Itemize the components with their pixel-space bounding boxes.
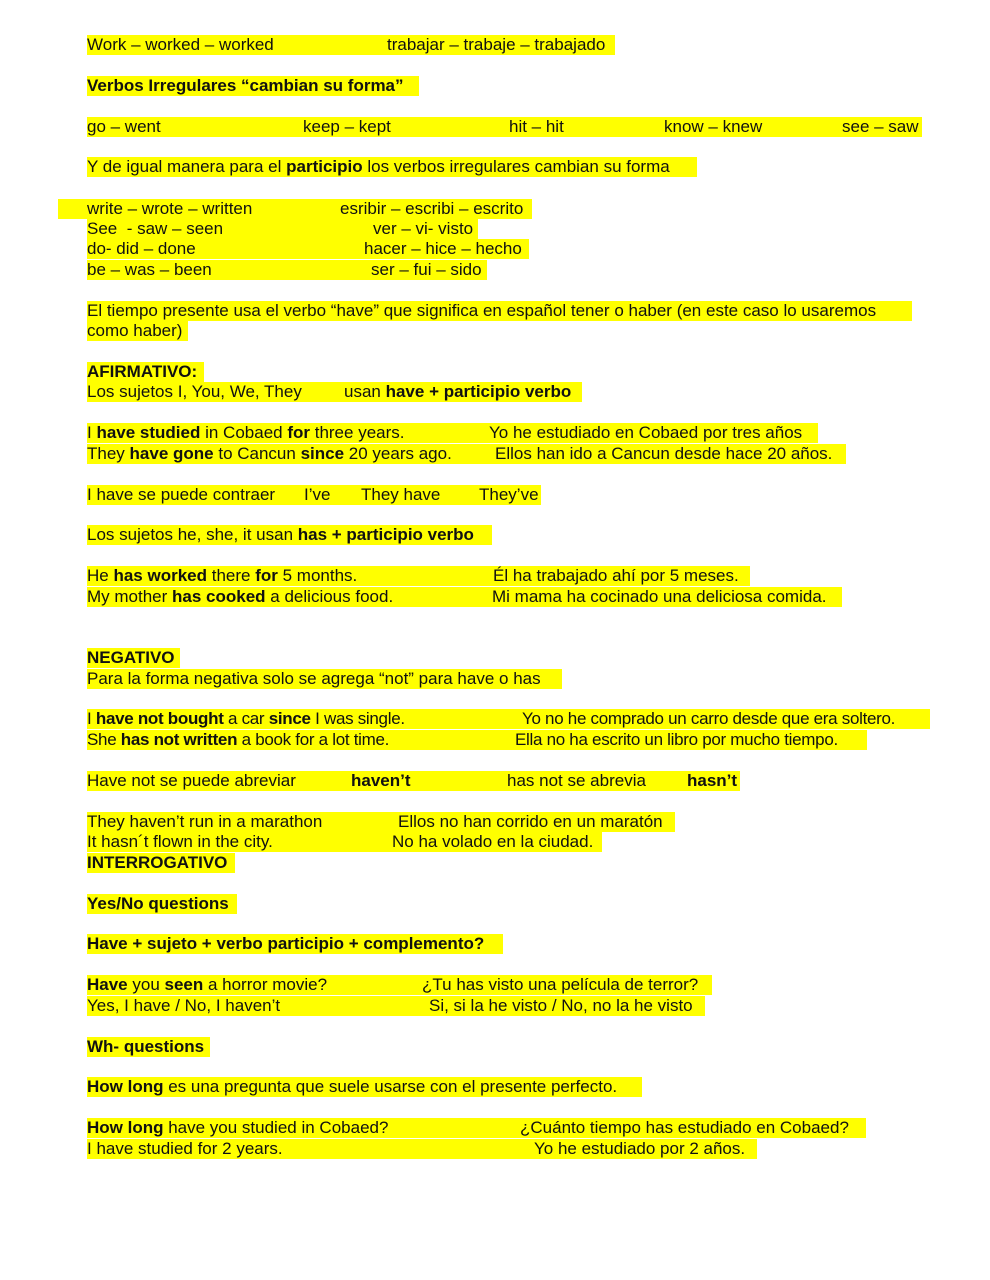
spanish-translation: Si, si la he visto / No, no la he visto xyxy=(429,996,693,1015)
example-sentence xyxy=(87,812,675,832)
spanish-translation: Ella no ha escrito un libro por mucho tiempo. xyxy=(515,730,838,749)
rule-formula: usan have + participio verbo xyxy=(344,382,572,401)
english-forms: write – wrote – written xyxy=(87,199,253,218)
example-sentence xyxy=(87,423,818,443)
english-forms: do- did – done xyxy=(87,239,196,258)
participle-example xyxy=(87,239,529,259)
wh-questions-heading xyxy=(87,1037,210,1057)
example-sentence xyxy=(87,709,930,729)
affirmative-heading xyxy=(87,362,204,382)
verb-pair: see – saw xyxy=(842,117,919,136)
english-sentence: Yes, I have / No, I haven’t xyxy=(87,996,281,1015)
how-long-note xyxy=(87,1077,642,1097)
note-text: How long es una pregunta que suele usarse con el presente perfecto. xyxy=(87,1077,618,1096)
contraction: They’ve xyxy=(479,485,539,504)
third-person-rule xyxy=(87,525,492,545)
participle-note xyxy=(87,157,697,177)
full-form: They have xyxy=(361,485,441,504)
english-sentence: I have studied in Cobaed for three years. xyxy=(87,423,405,442)
spanish-forms: hacer – hice – hecho xyxy=(364,239,522,258)
contraction-note xyxy=(87,485,541,505)
example-sentence xyxy=(87,996,705,1016)
heading-text: Wh- questions xyxy=(87,1037,205,1056)
spanish-forms: ver – vi- visto xyxy=(373,219,474,238)
rule-text: Los sujetos he, she, it usan has + participio verbo xyxy=(87,525,474,544)
paragraph-line: como haber) xyxy=(87,321,183,340)
english-sentence: It hasn´t flown in the city. xyxy=(87,832,273,851)
note-text: I have se puede contraer xyxy=(87,485,276,504)
english-sentence: He has worked there for 5 months. xyxy=(87,566,358,585)
regular-verb-example xyxy=(87,35,615,55)
english-forms: Work – worked – worked xyxy=(87,35,274,54)
spanish-translation: No ha volado en la ciudad. xyxy=(392,832,594,851)
irregular-verbs-heading xyxy=(87,76,419,96)
spanish-forms: ser – fui – sido xyxy=(371,260,482,279)
affirmative-rule xyxy=(87,382,582,402)
participle-example xyxy=(87,219,478,239)
participle-example xyxy=(87,260,487,280)
spanish-translation: Ellos han ido a Cancun desde hace 20 años. xyxy=(495,444,833,463)
verb-pair: know – knew xyxy=(664,117,763,136)
note-text: Have not se puede abreviar xyxy=(87,771,296,790)
interrogative-heading xyxy=(87,853,235,873)
english-sentence: I have studied for 2 years. xyxy=(87,1139,283,1158)
english-sentence: I have not bought a car since I was single. xyxy=(87,709,405,728)
spanish-translation: Yo no he comprado un carro desde que era soltero. xyxy=(522,709,896,728)
spanish-forms: trabajar – trabaje – trabajado xyxy=(387,35,606,54)
heading-text: AFIRMATIVO: xyxy=(87,362,198,381)
heading-text: Verbos Irregulares “cambian su forma” xyxy=(87,76,404,95)
example-sentence xyxy=(87,566,750,586)
example-sentence xyxy=(87,1139,757,1159)
negative-contraction-note xyxy=(87,771,740,791)
verb-pair: hit – hit xyxy=(509,117,564,136)
rule-subjects: Los sujetos I, You, We, They xyxy=(87,382,302,401)
irregular-verb-list xyxy=(87,117,922,137)
contraction: haven’t xyxy=(351,771,411,790)
english-sentence: They haven’t run in a marathon xyxy=(87,812,323,831)
present-perfect-intro xyxy=(87,301,912,321)
note-text: has not se abrevia xyxy=(507,771,646,790)
spanish-translation: Yo he estudiado por 2 años. xyxy=(534,1139,746,1158)
paragraph-line: El tiempo presente usa el verbo “have” que significa en español tener o haber (en este caso lo usaremos xyxy=(87,301,877,320)
example-sentence xyxy=(87,587,842,607)
english-sentence: They have gone to Cancun since 20 years ago. xyxy=(87,444,452,463)
spanish-translation: Yo he estudiado en Cobaed por tres años xyxy=(489,423,803,442)
spanish-translation: ¿Tu has visto una película de terror? xyxy=(422,975,699,994)
question-formula xyxy=(87,934,503,954)
verb-pair: keep – kept xyxy=(303,117,391,136)
english-sentence: Have you seen a horror movie? xyxy=(87,975,328,994)
example-sentence xyxy=(87,1118,866,1138)
english-sentence: She has not written a book for a lot time. xyxy=(87,730,390,749)
heading-text: Yes/No questions xyxy=(87,894,229,913)
rule-text: Para la forma negativa solo se agrega “not” para have o has xyxy=(87,669,541,688)
english-sentence: My mother has cooked a delicious food. xyxy=(87,587,394,606)
formula-text: Have + sujeto + verbo participio + complemento? xyxy=(87,934,485,953)
contraction: I’ve xyxy=(304,485,331,504)
english-forms: be – was – been xyxy=(87,260,212,279)
verb-pair: go – went xyxy=(87,117,161,136)
spanish-translation: Él ha trabajado ahí por 5 meses. xyxy=(493,566,739,585)
example-sentence xyxy=(87,975,712,995)
heading-text: INTERROGATIVO xyxy=(87,853,228,872)
spanish-translation: Ellos no han corrido en un maratón xyxy=(398,812,663,831)
contraction: hasn’t xyxy=(687,771,738,790)
english-sentence: How long have you studied in Cobaed? xyxy=(87,1118,389,1137)
english-forms: See - saw – seen xyxy=(87,219,224,238)
spanish-translation: Mi mama ha cocinado una deliciosa comida. xyxy=(492,587,827,606)
example-sentence xyxy=(87,832,602,852)
participle-example xyxy=(58,199,532,219)
example-sentence xyxy=(87,730,867,750)
example-sentence xyxy=(87,444,846,464)
present-perfect-intro xyxy=(87,321,188,341)
spanish-forms: esribir – escribi – escrito xyxy=(340,199,524,218)
note-text: Y de igual manera para el participio los verbos irregulares cambian su forma xyxy=(87,157,670,176)
spanish-translation: ¿Cuánto tiempo has estudiado en Cobaed? xyxy=(520,1118,849,1137)
negative-rule xyxy=(87,669,562,689)
heading-text: NEGATIVO xyxy=(87,648,175,667)
negative-heading xyxy=(87,648,180,668)
yes-no-heading xyxy=(87,894,237,914)
